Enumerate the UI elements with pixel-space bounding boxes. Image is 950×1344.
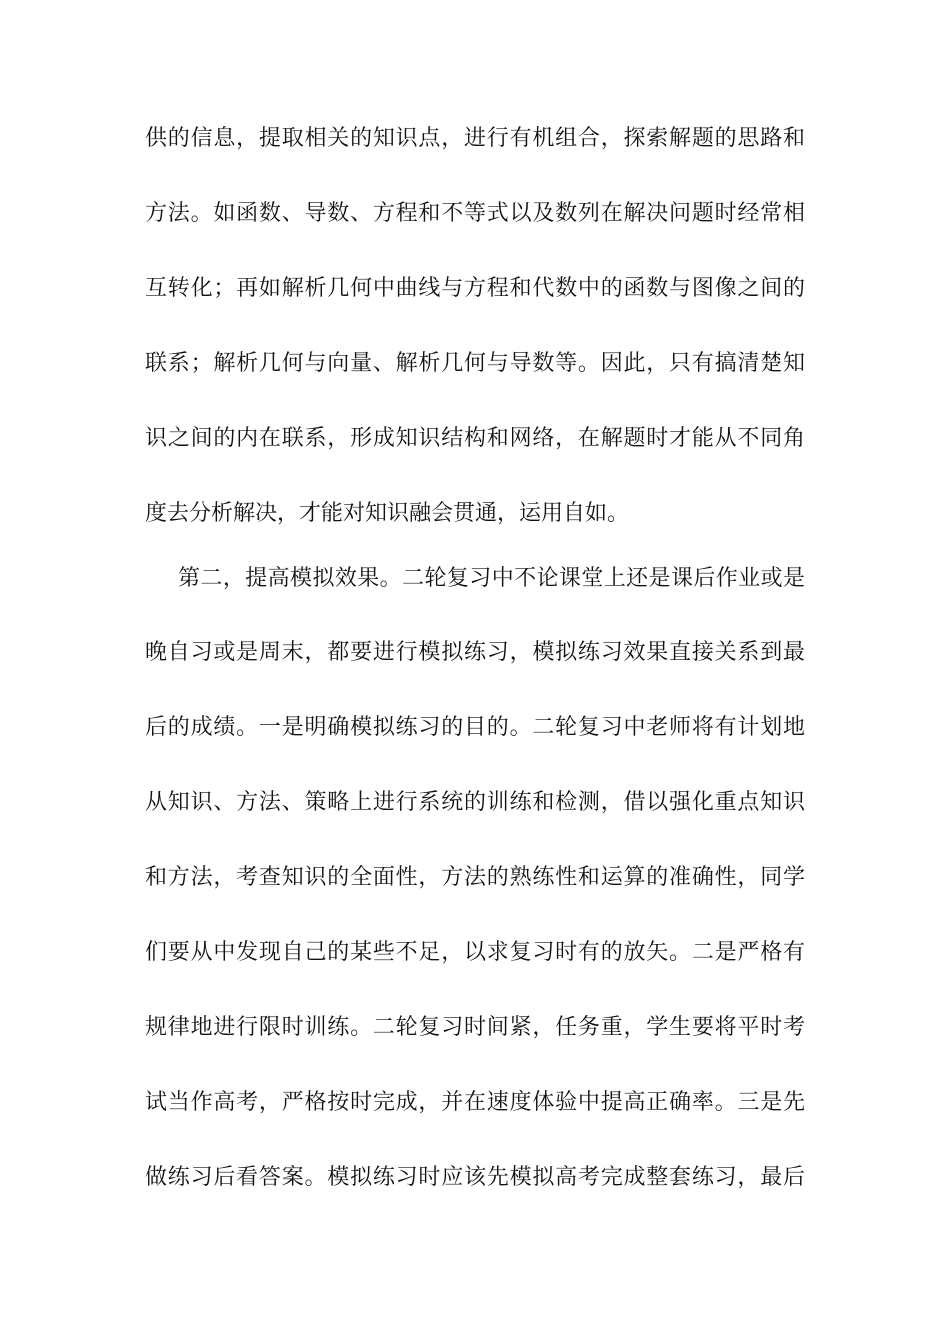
text-line: 和方法，考查知识的全面性，方法的熟练性和运算的准确性，同学 [145, 865, 805, 890]
text-line: 做练习后看答案。模拟练习时应该先模拟高考完成整套练习，最后 [145, 1165, 805, 1190]
text-line: 度去分析解决，才能对知识融会贯通，运用自如。 [145, 501, 630, 526]
text-line: 试当作高考，严格按时完成，并在速度体验中提高正确率。三是先 [145, 1090, 805, 1115]
text-line: 方法。如函数、导数、方程和不等式以及数列在解决问题时经常相 [145, 201, 805, 226]
text-line: 联系；解析几何与向量、解析几何与导数等。因此，只有搞清楚知 [145, 351, 805, 376]
text-line: 晚自习或是周末，都要进行模拟练习，模拟练习效果直接关系到最 [145, 640, 805, 665]
text-line: 们要从中发现自己的某些不足，以求复习时有的放矢。二是严格有 [145, 940, 805, 965]
text-line: 识之间的内在联系，形成知识结构和网络，在解题时才能从不同角 [145, 426, 805, 451]
text-line: 从知识、方法、策略上进行系统的训练和检测，借以强化重点知识 [145, 790, 805, 815]
text-line: 规律地进行限时训练。二轮复习时间紧，任务重，学生要将平时考 [145, 1015, 805, 1040]
text-line: 供的信息，提取相关的知识点，进行有机组合，探索解题的思路和 [145, 126, 805, 151]
paragraph-first-line: 第二，提高模拟效果。二轮复习中不论课堂上还是课后作业或是 [178, 566, 805, 591]
text-line: 后的成绩。一是明确模拟练习的目的。二轮复习中老师将有计划地 [145, 715, 805, 740]
text-line: 互转化；再如解析几何中曲线与方程和代数中的函数与图像之间的 [145, 276, 805, 301]
